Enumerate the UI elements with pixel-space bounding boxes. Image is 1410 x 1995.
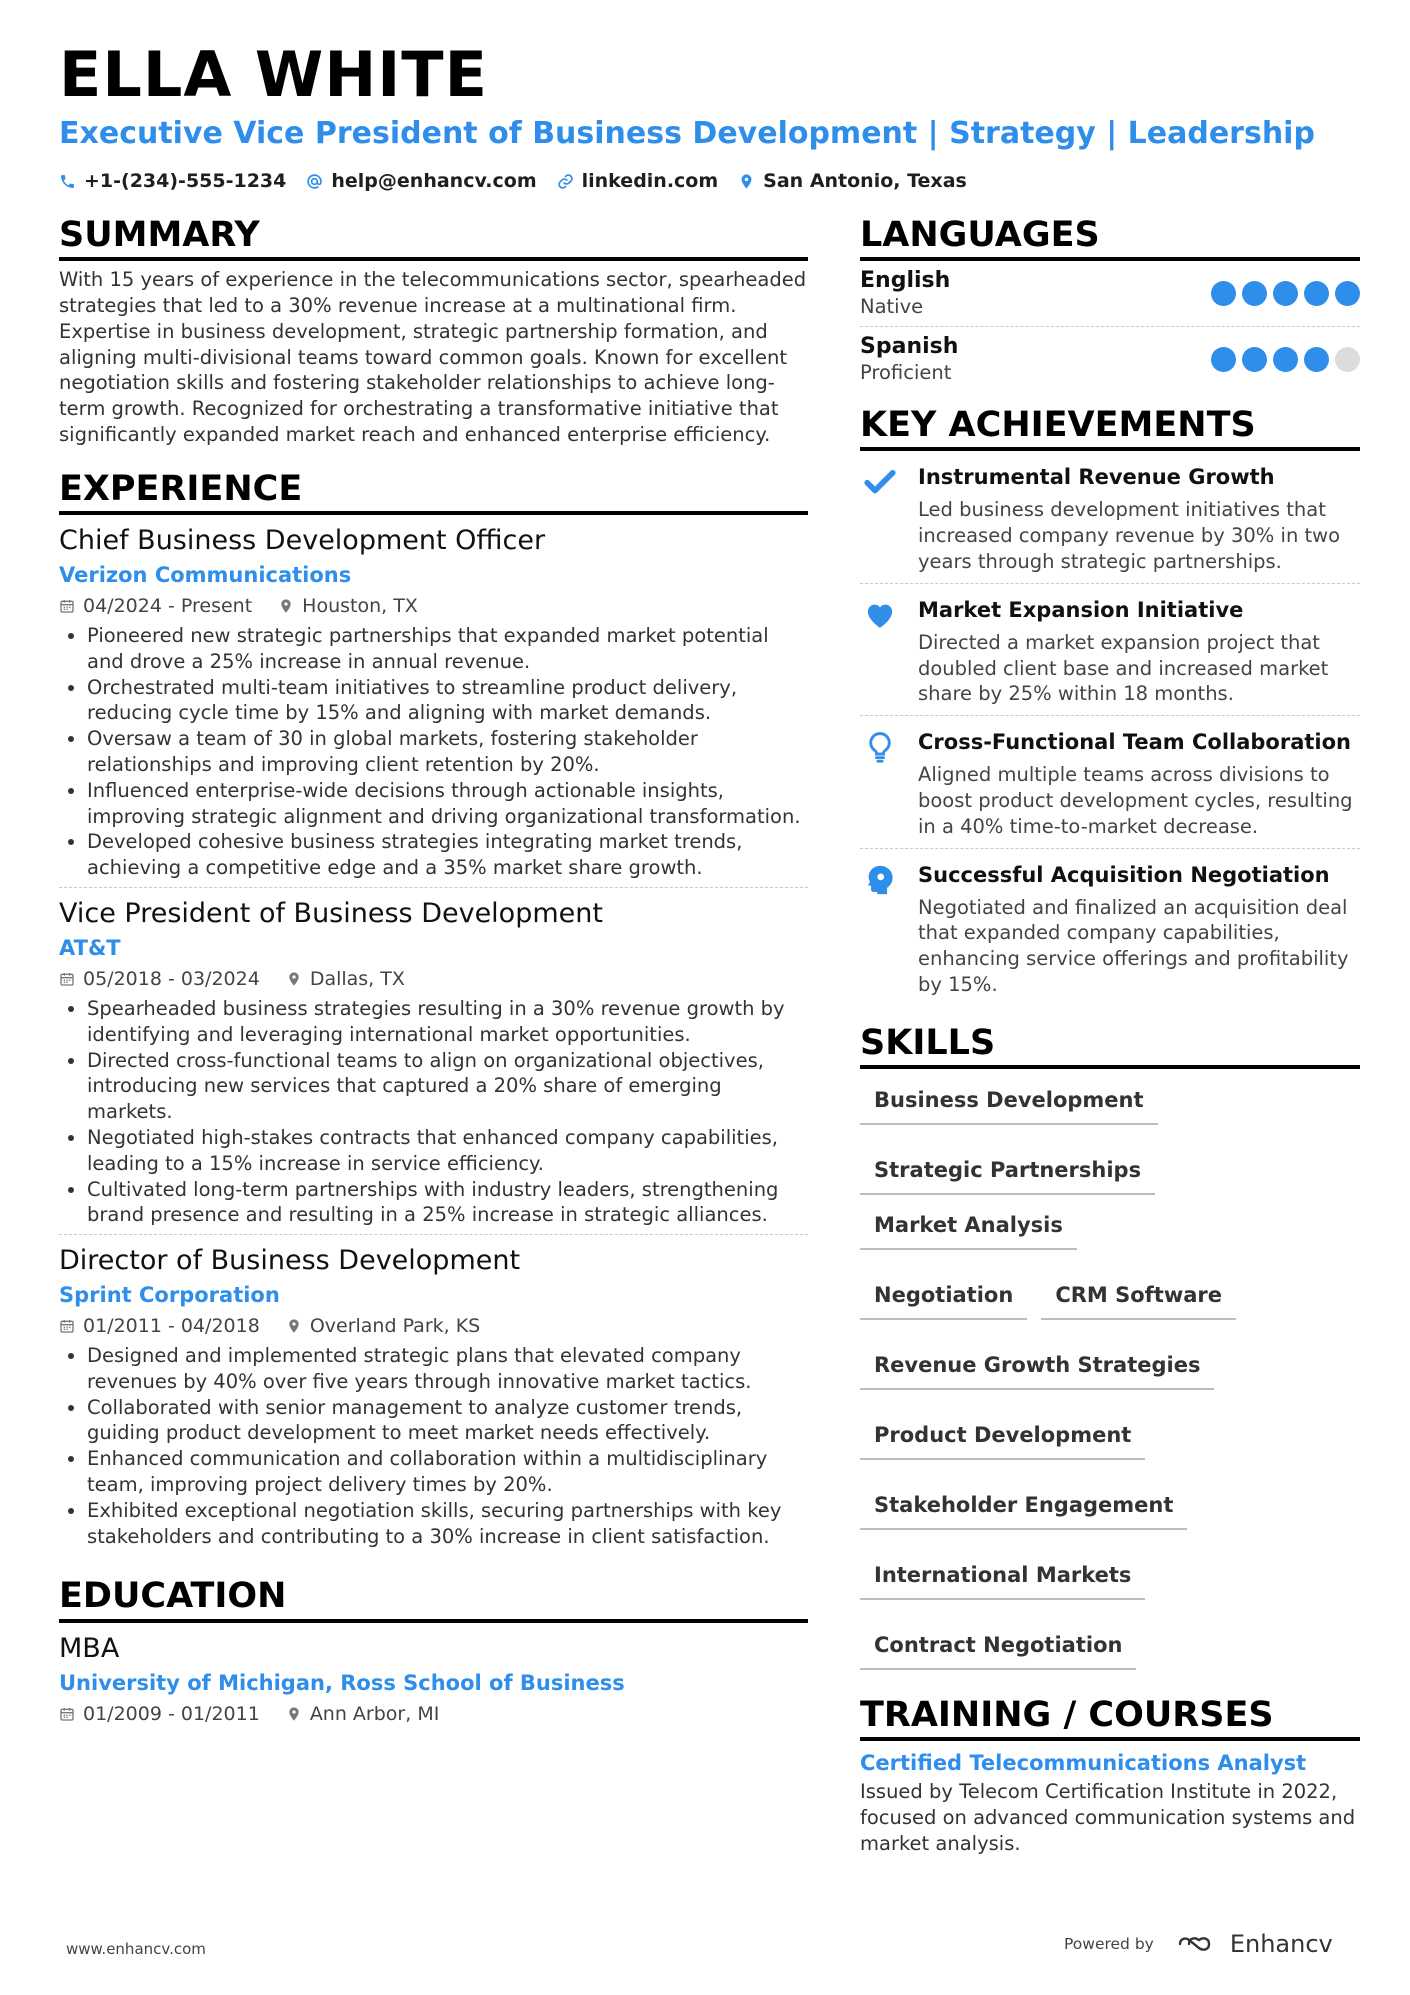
achievement-item <box>860 716 1360 848</box>
summary-title: SUMMARY <box>59 216 808 261</box>
job-bullet: • Enhanced communication and collaboration within a multidisciplinary team, improving project delivery times by 20%. <box>87 1446 808 1498</box>
rating-dot <box>1335 347 1360 372</box>
summary-text: With 15 years of experience in the telecommunications sector, spearheaded strategies that led to a 30% revenue increase at a multinational firm. Expertise in business development, strategic partnership formation, and aligning multi-divisional teams toward common goals. Known for excellent negotiation skills and fostering stakeholder relationships to achieve long-term growth. Recognized for orchestrating a transformative initiative that significantly expanded market reach and enhanced enterprise efficiency. <box>59 268 807 446</box>
language-level: Native <box>860 295 924 319</box>
skills-list <box>860 1069 1360 1670</box>
summary-section <box>59 216 808 448</box>
job-bullet: • Collaborated with senior management to analyze customer trends, guiding product development to meet market needs effectively. <box>87 1395 808 1447</box>
achievement-title: Market Expansion Initiative <box>918 597 1244 622</box>
language-name: Spanish <box>860 334 959 360</box>
map-pin-icon <box>286 1318 302 1334</box>
phone-text: +1-(234)-555-1234 <box>84 170 287 192</box>
education-meta <box>59 1699 808 1729</box>
job-dates: 01/2011 - 04/2018 <box>83 1315 260 1338</box>
achievement-title: Successful Acquisition Negotiation <box>918 862 1330 887</box>
education-section <box>59 1577 808 1728</box>
job-entry <box>59 523 808 888</box>
job-title: Chief Business Development Officer <box>59 524 546 556</box>
language-rating <box>1211 281 1360 306</box>
head-gear-icon <box>863 863 897 897</box>
achievement-item <box>860 584 1360 716</box>
achievement-desc: Aligned multiple teams across divisions to boost product development cycles, resulting in a 40% time-to-market decrease. <box>918 763 1353 838</box>
rating-dot <box>1242 281 1267 306</box>
language-level: Proficient <box>860 361 952 385</box>
job-bullet: • Oversaw a team of 30 in global markets, fostering stakeholder relationships and improving client retention by 20%. <box>87 726 808 778</box>
skill-tag: CRM Software <box>1041 1280 1236 1320</box>
job-title: Vice President of Business Development <box>59 897 603 929</box>
education-dates: 01/2009 - 01/2011 <box>83 1702 260 1725</box>
experience-section <box>59 470 808 1556</box>
job-bullet: • Exhibited exceptional negotiation skills, securing partnerships with key stakeholders and contributing to a 30% increase in client satisfaction. <box>87 1498 808 1550</box>
job-entry <box>59 1243 808 1555</box>
lightbulb-icon <box>863 730 897 764</box>
checkmark-icon <box>863 465 897 499</box>
job-bullet: • Designed and implemented strategic plans that elevated company revenues by 40% over five years through innovative market tactics. <box>87 1343 808 1395</box>
job-meta <box>59 591 808 621</box>
job-bullet: • Negotiated high-stakes contracts that enhanced company capabilities, leading to a 15% increase in service efficiency. <box>87 1125 808 1177</box>
footer-branding <box>1064 1930 1333 1958</box>
job-dates: 04/2024 - Present <box>83 594 253 617</box>
brand-logo[interactable] <box>1176 1930 1333 1958</box>
contact-email[interactable] <box>306 170 536 192</box>
job-entry <box>59 896 808 1235</box>
job-bullet: • Directed cross-functional teams to align on organizational objectives, introducing new services that captured a 20% share of emerging markets. <box>87 1048 808 1125</box>
rating-dot <box>1273 347 1298 372</box>
job-location: Houston, TX <box>302 594 418 617</box>
skill-tag: Contract Negotiation <box>860 1630 1136 1670</box>
education-title: EDUCATION <box>59 1577 808 1622</box>
training-section <box>860 1696 1360 1857</box>
skill-tag: Stakeholder Engagement <box>860 1490 1187 1530</box>
map-pin-icon <box>286 971 302 987</box>
company-name: AT&T <box>59 935 121 960</box>
job-location: Dallas, TX <box>309 967 405 990</box>
at-sign-icon <box>306 173 323 190</box>
training-title: TRAINING / COURSES <box>860 1696 1360 1741</box>
education-location: Ann Arbor, MI <box>309 1702 440 1725</box>
job-bullet: • Developed cohesive business strategies integrating market trends, achieving a competitive edge and a 35% market share growth. <box>87 829 808 881</box>
location-text: San Antonio, Texas <box>763 170 967 192</box>
achievement-desc: Negotiated and finalized an acquisition deal that expanded company capabilities, enhancing service offerings and profitability by 15%. <box>918 895 1349 996</box>
skill-tag: Business Development <box>860 1085 1158 1125</box>
calendar-icon <box>59 1318 75 1334</box>
powered-by-label: Powered by <box>1064 1935 1154 1953</box>
skill-tag: Market Analysis <box>860 1210 1077 1250</box>
job-bullet: • Spearheaded business strategies resulting in a 30% revenue growth by identifying and leveraging international market opportunities. <box>87 996 808 1048</box>
linkedin-text: linkedin.com <box>581 170 719 192</box>
brand-name: Enhancv <box>1229 1930 1333 1958</box>
map-pin-icon <box>286 1706 302 1722</box>
calendar-icon <box>59 971 75 987</box>
map-pin-icon <box>278 598 294 614</box>
job-meta <box>59 1311 808 1341</box>
contact-phone[interactable] <box>59 170 286 192</box>
experience-title: EXPERIENCE <box>59 470 808 515</box>
achievement-title: Cross-Functional Team Collaboration <box>918 730 1352 755</box>
job-title: Director of Business Development <box>59 1245 521 1277</box>
language-row <box>860 261 1360 327</box>
course-title: Certified Telecommunications Analyst <box>860 1751 1307 1776</box>
job-bullets <box>59 1343 808 1549</box>
skill-tag: Strategic Partnerships <box>860 1155 1155 1195</box>
job-bullet: • Cultivated long-term partnerships with industry leaders, strengthening brand presence and resulting in a 25% increase in strategic alliances. <box>87 1177 808 1229</box>
company-name: Sprint Corporation <box>59 1283 280 1308</box>
left-column <box>59 216 808 1731</box>
achievement-item <box>860 451 1360 583</box>
achievement-desc: Led business development initiatives that increased company revenue by 30% in two years through strategic partnerships. <box>918 498 1341 573</box>
job-bullet: • Pioneered new strategic partnerships that expanded market potential and drove a 25% increase in annual revenue. <box>87 623 808 675</box>
job-bullet: • Influenced enterprise-wide decisions through actionable insights, improving strategic alignment and driving organizational transformation. <box>87 778 808 830</box>
contact-linkedin[interactable] <box>557 170 719 192</box>
job-meta <box>59 964 808 994</box>
skills-title: SKILLS <box>860 1024 1360 1069</box>
language-rating <box>1211 347 1360 372</box>
skill-tag: Product Development <box>860 1420 1145 1460</box>
achievement-title: Instrumental Revenue Growth <box>918 465 1275 490</box>
rating-dot <box>1273 281 1298 306</box>
rating-dot <box>1211 281 1236 306</box>
rating-dot <box>1304 281 1329 306</box>
contact-bar <box>59 170 967 192</box>
job-bullets <box>59 623 808 881</box>
company-name: Verizon Communications <box>59 562 352 587</box>
phone-icon <box>59 173 76 190</box>
achievement-item <box>860 849 1360 1006</box>
calendar-icon <box>59 1706 75 1722</box>
skill-tag: Negotiation <box>860 1280 1027 1320</box>
language-name: English <box>860 268 951 294</box>
job-bullets <box>59 996 808 1228</box>
skills-section <box>860 1024 1360 1670</box>
degree: MBA <box>59 1632 120 1664</box>
right-column <box>860 216 1360 1857</box>
rating-dot <box>1304 347 1329 372</box>
achievements-section <box>860 406 1360 1006</box>
school-name: University of Michigan, Ross School of Business <box>59 1670 625 1695</box>
languages-title: LANGUAGES <box>860 216 1360 261</box>
language-row <box>860 327 1360 392</box>
map-pin-icon <box>738 173 755 190</box>
achievements-title: KEY ACHIEVEMENTS <box>860 406 1360 451</box>
skill-tag: Revenue Growth Strategies <box>860 1350 1214 1390</box>
candidate-name: ELLA WHITE <box>59 38 488 111</box>
rating-dot <box>1211 347 1236 372</box>
rating-dot <box>1242 347 1267 372</box>
job-location: Overland Park, KS <box>309 1315 481 1338</box>
rating-dot <box>1335 281 1360 306</box>
achievement-desc: Directed a market expansion project that doubled client base and increased market share by 25% within 18 months. <box>918 630 1329 706</box>
email-text: help@enhancv.com <box>331 170 537 192</box>
contact-location <box>738 170 967 192</box>
job-bullet: • Orchestrated multi-team initiatives to streamline product delivery, reducing cycle time by 15% and aligning with market demands. <box>87 675 808 727</box>
skill-tag: International Markets <box>860 1560 1145 1600</box>
languages-section <box>860 216 1360 392</box>
heart-icon <box>863 598 897 632</box>
course-desc: Issued by Telecom Certification Institute in 2022, focused on advanced communication systems and market analysis. <box>860 1780 1356 1855</box>
calendar-icon <box>59 598 75 614</box>
link-icon <box>557 173 574 190</box>
job-dates: 05/2018 - 03/2024 <box>83 967 260 990</box>
headline: Executive Vice President of Business Development | Strategy | Leadership <box>59 116 1315 151</box>
footer-website[interactable]: www.enhancv.com <box>66 1940 206 1958</box>
enhancv-logo-icon <box>1176 1932 1222 1956</box>
